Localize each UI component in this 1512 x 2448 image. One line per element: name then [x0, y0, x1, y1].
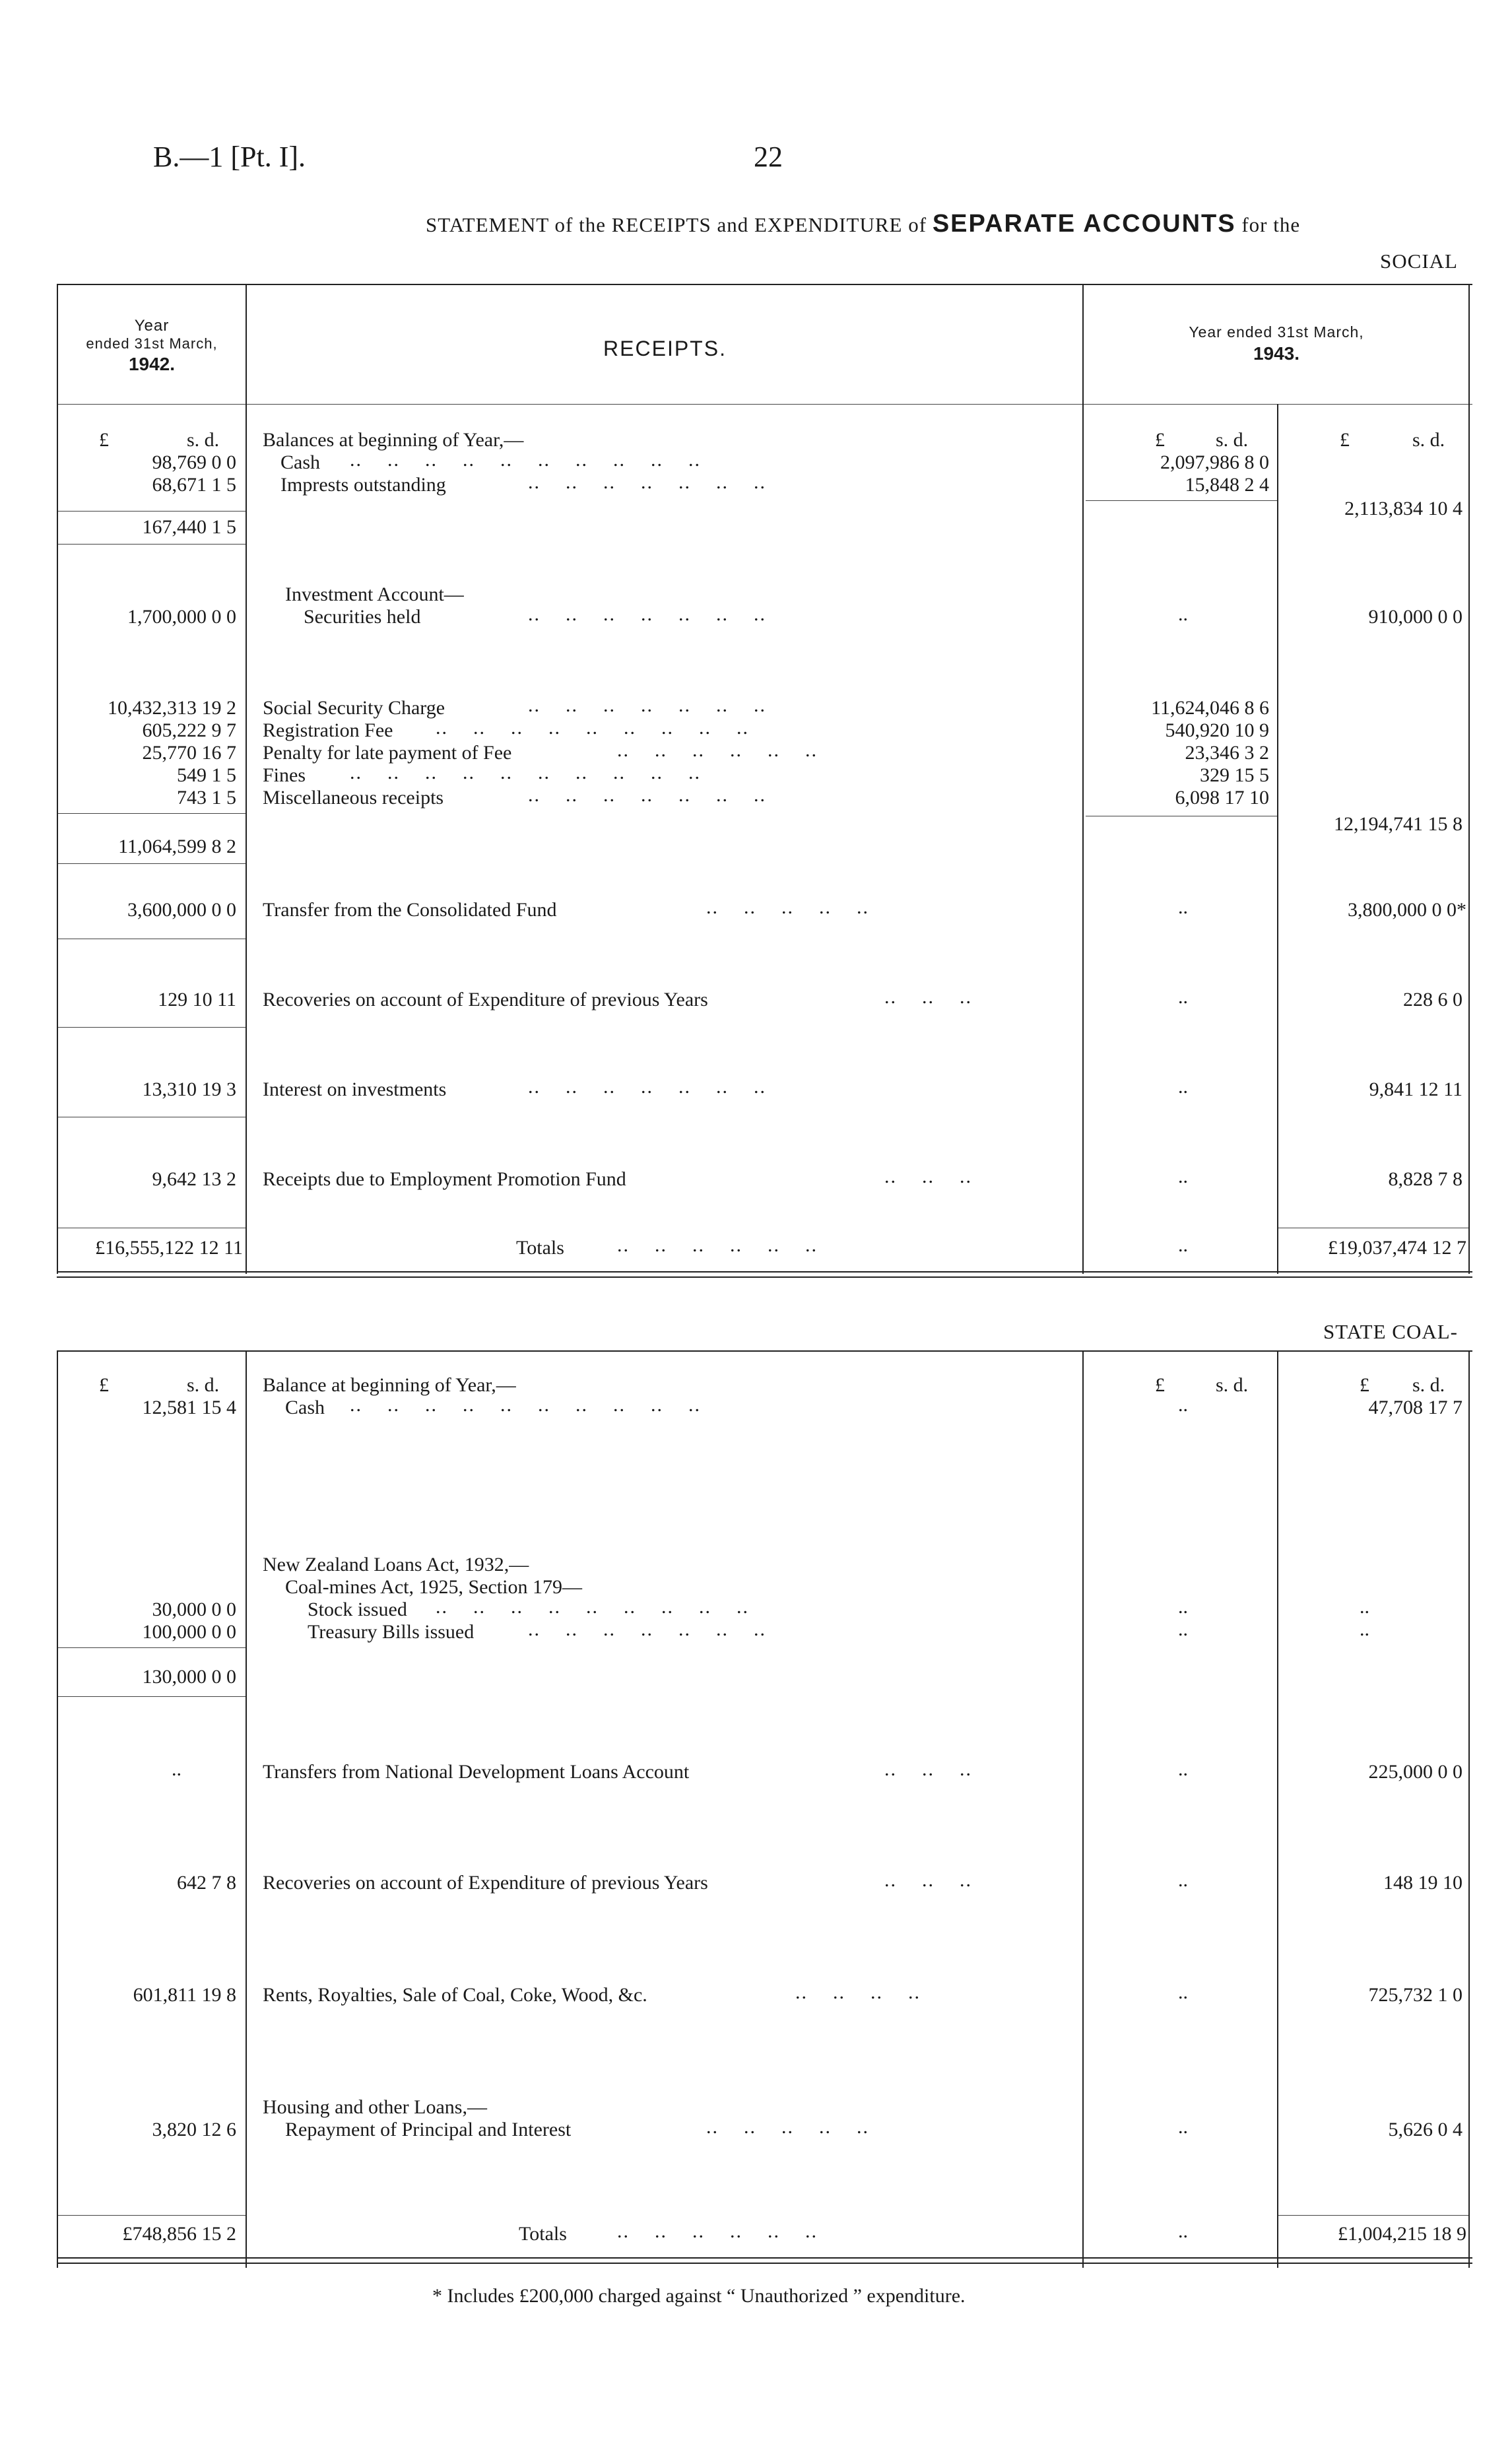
coal-treasury-leader: .. .. .. .. .. .. .. [528, 1618, 766, 1640]
cash-1943: 2,097,986 8 0 [1160, 451, 1269, 473]
col-1942-line2: ended 31st March, [86, 335, 218, 352]
imprests-1943: 15,848 2 4 [1185, 474, 1269, 496]
sd-header-mid: s. d. [1216, 429, 1249, 451]
employment-label: Receipts due to Employment Promotion Fund [263, 1168, 626, 1190]
coal-loans-subrule [58, 1647, 246, 1648]
interest-leader: .. .. .. .. .. .. .. [528, 1076, 766, 1098]
coal-rents-leader: .. .. .. .. [795, 1981, 921, 2003]
interest-label: Interest on investments [263, 1078, 447, 1100]
divider-mid [1082, 284, 1084, 1274]
balances-total-1943: 2,113,834 10 4 [1344, 498, 1463, 519]
right-border [1468, 284, 1470, 1274]
table-top-rule [57, 284, 1472, 285]
sd-header-1942: s. d. [187, 429, 220, 451]
charges-sub-1942: 11,064,599 8 2 [118, 836, 236, 857]
footnote: * Includes £200,000 charged against “ Unauthorized ” expenditure. [432, 2285, 966, 2307]
coal-cash-leader: .. .. .. .. .. .. .. .. .. .. [350, 1394, 701, 1416]
coal-loans-sub-1942: 130,000 0 0 [142, 1666, 236, 1688]
coal-totals-label: Totals [519, 2223, 567, 2245]
coal-rents-1942: 601,811 19 8 [133, 1984, 236, 2006]
coal-totals-1943: £1,004,215 18 9 [1338, 2223, 1466, 2245]
balances-sub-1942: 167,440 1 5 [142, 516, 236, 538]
totals-1942: £16,555,122 12 11 [95, 1237, 243, 1259]
charges-total-1943: 12,194,741 15 8 [1334, 813, 1463, 835]
coal-bottom-rule [57, 2257, 1472, 2259]
charge-leader: .. .. .. .. .. .. .. [528, 694, 766, 716]
coal-transfers-1942: .. [172, 1758, 181, 1780]
interest-1943: 9,841 12 11 [1369, 1078, 1463, 1100]
transfer-leader: .. .. .. .. .. [706, 896, 869, 918]
coal-sd-1942: s. d. [187, 1374, 220, 1396]
investment-heading: Investment Account— [285, 583, 464, 605]
col-1942-line3: 1942. [128, 354, 176, 374]
coal-left-border [57, 1350, 58, 2268]
misc-1943: 6,098 17 10 [1175, 787, 1269, 809]
coal-recoveries-1942: 642 7 8 [177, 1872, 236, 1894]
regfee-1943: 540,920 10 9 [1165, 719, 1269, 741]
employment-1943: 8,828 7 8 [1388, 1168, 1463, 1190]
col-1942-line1: Year [134, 317, 170, 335]
coal-totals-top-rule-1943 [1278, 2215, 1468, 2216]
coal-bottom-rule-double [57, 2263, 1472, 2264]
coal-rents-label: Rents, Royalties, Sale of Coal, Coke, Wood, &c. [263, 1984, 647, 2006]
coal-divider-mid [1082, 1350, 1084, 2268]
coal-housing-heading: Housing and other Loans,— [263, 2096, 487, 2118]
penalty-1942: 25,770 16 7 [142, 742, 236, 764]
interest-mid: .. [1178, 1076, 1188, 1098]
securities-1942: 1,700,000 0 0 [127, 606, 236, 628]
statement-title [426, 210, 1300, 238]
coal-balance-heading: Balance at beginning of Year,— [263, 1374, 516, 1396]
coal-repayment-label: Repayment of Principal and Interest [285, 2119, 572, 2140]
coal-pound-mid: £ [1155, 1374, 1165, 1396]
divider-1942 [246, 284, 247, 1274]
charge-1942: 10,432,313 19 2 [108, 697, 236, 719]
coal-stock-mid: .. [1178, 1596, 1188, 1618]
fines-1942: 549 1 5 [177, 764, 236, 786]
fines-leader: .. .. .. .. .. .. .. .. .. .. [350, 762, 701, 783]
coal-rents-1943: 725,732 1 0 [1368, 1984, 1463, 2006]
recoveries-mid: .. [1178, 986, 1188, 1008]
charge-label: Social Security Charge [263, 697, 445, 719]
imprests-label: Imprests outstanding [280, 474, 446, 496]
recoveries-1942: 129 10 11 [158, 989, 236, 1010]
interest-1942: 13,310 19 3 [142, 1078, 236, 1100]
left-border [57, 284, 58, 1274]
imprests-leader: .. .. .. .. .. .. .. [528, 471, 766, 493]
regfee-label: Registration Fee [263, 719, 393, 741]
employment-mid: .. [1178, 1166, 1188, 1187]
coal-stock-label: Stock issued [308, 1599, 407, 1620]
imprests-1942: 68,671 1 5 [152, 474, 236, 496]
sd-header-1943: s. d. [1412, 429, 1445, 451]
continuation-state-coal: STATE COAL- [1323, 1320, 1458, 1343]
coal-treasury-mid: .. [1178, 1618, 1188, 1640]
coal-top-rule [57, 1350, 1472, 1352]
coal-transfers-mid: .. [1178, 1758, 1188, 1780]
coal-sd-1943: s. d. [1412, 1374, 1445, 1396]
charges-subrule-1942 [58, 813, 246, 814]
balances-subrule-1942-bottom [58, 544, 246, 545]
recoveries-leader: .. .. .. [884, 986, 972, 1008]
balances-heading: Balances at beginning of Year,— [263, 429, 524, 451]
employment-1942: 9,642 13 2 [152, 1168, 236, 1190]
totals-bottom-rule [57, 1271, 1472, 1273]
continuation-social: SOCIAL [1380, 249, 1458, 273]
coal-right-border [1468, 1350, 1470, 2268]
charges-subrule-1942-bottom [58, 863, 246, 864]
regfee-leader: .. .. .. .. .. .. .. .. .. [436, 717, 749, 739]
coal-transfers-leader: .. .. .. [884, 1758, 972, 1780]
misc-label: Miscellaneous receipts [263, 787, 444, 809]
coal-totals-leader: .. .. .. .. .. .. [617, 2220, 818, 2242]
coal-stock-leader: .. .. .. .. .. .. .. .. .. [436, 1596, 749, 1618]
totals-leader: .. .. .. .. .. .. [617, 1234, 818, 1256]
coal-stock-1942: 30,000 0 0 [152, 1599, 236, 1620]
coal-totals-mid: .. [1178, 2220, 1188, 2242]
fines-1943: 329 15 5 [1200, 764, 1269, 786]
coal-loans-subrule-bottom [58, 1696, 246, 1697]
document-reference: B.—1 [Pt. I]. [153, 141, 306, 173]
coal-coalmines-heading: Coal-mines Act, 1925, Section 179— [285, 1576, 582, 1598]
coal-totals-top-rule-1942 [58, 2215, 246, 2216]
coal-cash-label: Cash [285, 1397, 325, 1418]
fines-label: Fines [263, 764, 306, 786]
cash-1942: 98,769 0 0 [152, 451, 236, 473]
pound-sign-1943: £ [1340, 429, 1350, 451]
coal-divider-1943 [1277, 1350, 1278, 2268]
coal-recoveries-1943: 148 19 10 [1383, 1872, 1463, 1894]
transfer-1943: 3,800,000 0 0* [1348, 899, 1466, 921]
coal-treasury-1942: 100,000 0 0 [142, 1621, 236, 1643]
col-1943-line1: Year ended 31st March, [1189, 323, 1364, 341]
pound-sign-1942: £ [99, 429, 109, 451]
misc-leader: .. .. .. .. .. .. .. [528, 784, 766, 806]
coal-rents-mid: .. [1178, 1981, 1188, 2003]
employment-leader: .. .. .. [884, 1166, 972, 1187]
coal-cash-mid: .. [1178, 1394, 1188, 1416]
coal-stock-1943: .. [1360, 1596, 1369, 1618]
coal-transfers-label: Transfers from National Development Loans Account [263, 1761, 690, 1783]
col-receipts: RECEIPTS. [603, 337, 727, 360]
transfer-1942: 3,600,000 0 0 [127, 899, 236, 921]
coal-cash-1942: 12,581 15 4 [142, 1397, 236, 1418]
charge-1943: 11,624,046 8 6 [1151, 697, 1269, 719]
col-1943-line2: 1943. [1253, 343, 1300, 364]
penalty-label: Penalty for late payment of Fee [263, 742, 512, 764]
coal-pound-1942: £ [99, 1374, 109, 1396]
coal-recoveries-label: Recoveries on account of Expenditure of previous Years [263, 1872, 708, 1894]
coal-recoveries-leader: .. .. .. [884, 1869, 972, 1891]
coal-treasury-label: Treasury Bills issued [308, 1621, 475, 1643]
pound-sign-mid: £ [1155, 429, 1165, 451]
totals-label: Totals [516, 1237, 564, 1259]
statement-title-prefix: STATEMENT of the RECEIPTS and EXPENDITURE of [426, 213, 927, 236]
recoveries-rule-1942 [58, 1027, 246, 1028]
cash-label: Cash [280, 451, 320, 473]
securities-label: Securities held [304, 606, 421, 628]
coal-divider-1942 [246, 1350, 247, 2268]
coal-recoveries-mid: .. [1178, 1869, 1188, 1891]
coal-loans-heading: New Zealand Loans Act, 1932,— [263, 1554, 529, 1575]
cash-leader: .. .. .. .. .. .. .. .. .. .. [350, 449, 701, 471]
penalty-1943: 23,346 3 2 [1185, 742, 1269, 764]
totals-bottom-rule-double [57, 1276, 1472, 1278]
coal-repayment-1942: 3,820 12 6 [152, 2119, 236, 2140]
securities-mid: .. [1178, 603, 1188, 625]
transfer-mid: .. [1178, 896, 1188, 918]
page-number: 22 [754, 141, 783, 173]
totals-1943: £19,037,474 12 7 [1328, 1237, 1466, 1259]
header-bottom-rule [57, 404, 1472, 405]
recoveries-1943: 228 6 0 [1403, 989, 1463, 1010]
misc-1942: 743 1 5 [177, 787, 236, 809]
regfee-1942: 605,222 9 7 [142, 719, 236, 741]
coal-repayment-mid: .. [1178, 2116, 1188, 2138]
coal-transfers-1943: 225,000 0 0 [1368, 1761, 1463, 1783]
transfer-label: Transfer from the Consolidated Fund [263, 899, 557, 921]
coal-repayment-leader: .. .. .. .. .. [706, 2116, 869, 2138]
balances-subrule-mid [1086, 500, 1277, 501]
penalty-leader: .. .. .. .. .. .. [617, 739, 818, 761]
balances-subrule-1942 [58, 511, 246, 512]
totals-mid: .. [1178, 1234, 1188, 1256]
securities-1943: 910,000 0 0 [1368, 606, 1463, 628]
statement-title-suffix: for the [1241, 213, 1301, 236]
divider-1943 [1277, 404, 1278, 1274]
statement-title-bold: SEPARATE ACCOUNTS [932, 210, 1236, 238]
coal-treasury-1943: .. [1360, 1618, 1369, 1640]
coal-pound-1943: £ [1360, 1374, 1369, 1396]
recoveries-label: Recoveries on account of Expenditure of previous Years [263, 989, 708, 1010]
securities-leader: .. .. .. .. .. .. .. [528, 603, 766, 625]
coal-totals-1942: £748,856 15 2 [122, 2223, 236, 2245]
coal-repayment-1943: 5,626 0 4 [1388, 2119, 1463, 2140]
coal-cash-1943: 47,708 17 7 [1368, 1397, 1463, 1418]
coal-sd-mid: s. d. [1216, 1374, 1249, 1396]
